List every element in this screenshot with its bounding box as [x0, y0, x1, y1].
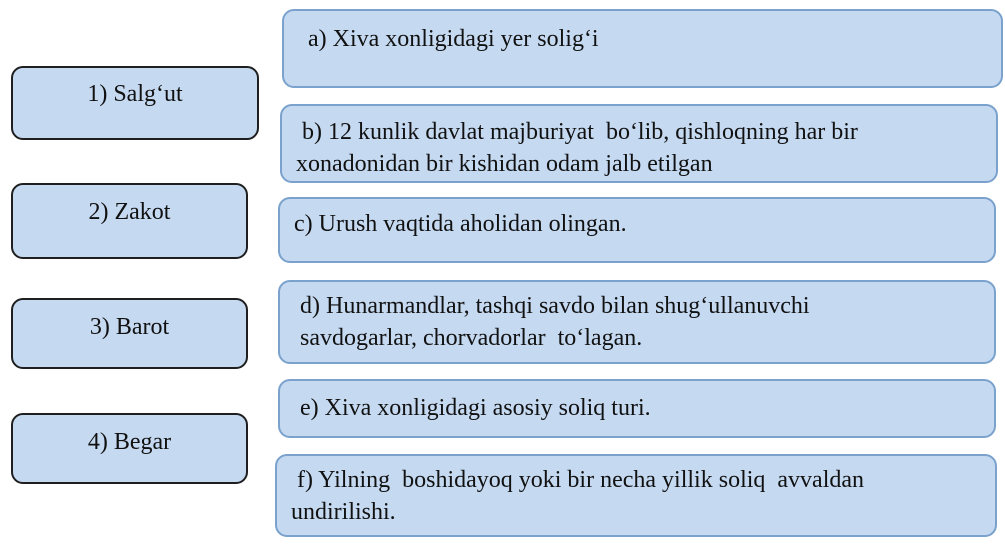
- term-box-zakot: [11, 183, 248, 259]
- term-box-barot: [11, 298, 248, 369]
- term-box-begar: [11, 413, 248, 484]
- definition-text: a) Xiva xonligidagi yer solig‘i: [308, 26, 599, 52]
- definition-box-d: [278, 280, 996, 364]
- term-label: 3) Barot: [89, 314, 170, 340]
- term-label: 4) Begar: [87, 429, 172, 455]
- definition-box-a: [282, 9, 1003, 88]
- term-box-salgut: [11, 66, 259, 140]
- definition-box-e: [278, 379, 996, 438]
- definition-text: c) Urush vaqtida aholidan olingan.: [294, 211, 627, 237]
- definition-text: b) 12 kunlik davlat majburiyat bo‘lib, qishloqning har bir xonadonidan bir kishidan odam jalb etilgan: [296, 119, 858, 177]
- term-label: 2) Zakot: [88, 199, 171, 225]
- definition-text: e) Xiva xonligidagi asosiy soliq turi.: [300, 395, 651, 421]
- definition-box-b: [280, 104, 998, 183]
- definition-box-c: [278, 197, 996, 263]
- definition-text: d) Hunarmandlar, tashqi savdo bilan shug‘ullanuvchi savdogarlar, chorvadorlar to‘lagan.: [300, 293, 810, 351]
- definition-box-f: [275, 454, 997, 537]
- definition-text: f) Yilning boshidayoq yoki bir necha yillik soliq avvaldan undirilishi.: [291, 467, 865, 525]
- term-label: 1) Salg‘ut: [87, 81, 183, 107]
